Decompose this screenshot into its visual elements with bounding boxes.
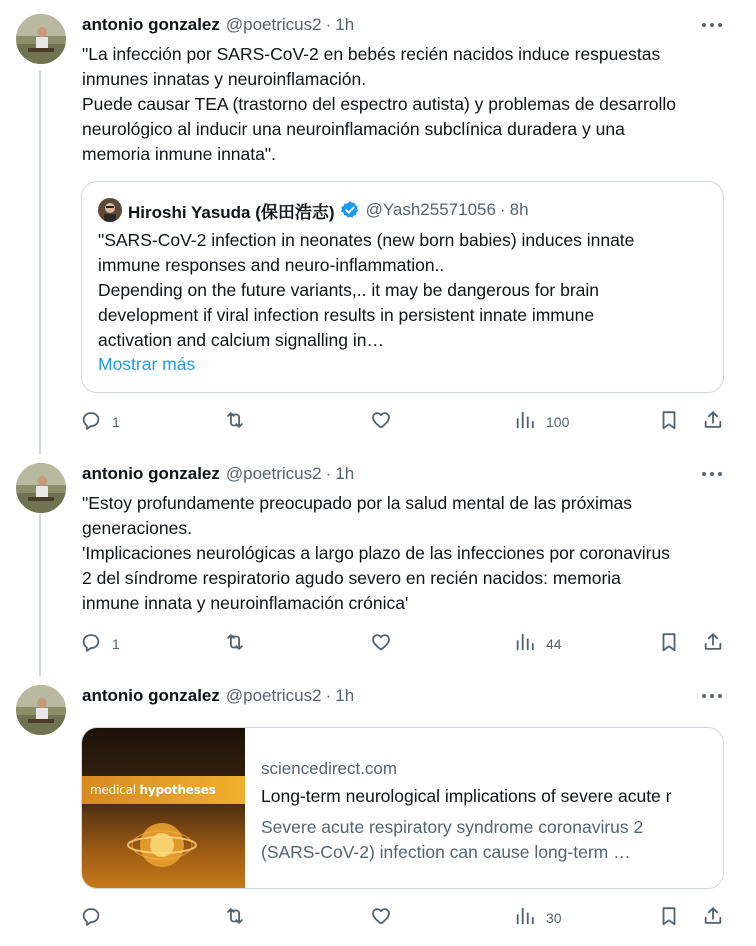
tweet[interactable] (0, 685, 756, 935)
more-icon[interactable] (702, 469, 722, 479)
tweet-text-line: memoria inmune innata". (82, 144, 276, 164)
quoted-text-line: "SARS-CoV-2 infection in neonates (new born babies) induces innate (98, 230, 635, 250)
tweet-text-line: "Estoy profundamente preocupado por la salud mental de las próximas (82, 493, 633, 513)
author-name[interactable]: antonio gonzalez (82, 15, 220, 34)
journal-cover-graphic (122, 810, 202, 880)
tweet-header (82, 14, 354, 36)
link-card-description-line: Severe acute respiratory syndrome coronavirus 2 (261, 817, 644, 837)
more-icon[interactable] (702, 691, 722, 701)
views-count: 30 (546, 910, 562, 926)
retweet-button[interactable] (224, 409, 246, 431)
separator-dot: · (499, 200, 506, 219)
share-button[interactable] (702, 905, 724, 927)
reply-icon (80, 409, 102, 431)
tweet-text-line: inmunes innatas y neuroinflamación. (82, 69, 367, 89)
quoted-text-line: development if viral infection results in persistent innate immune (98, 305, 595, 325)
views-button[interactable] (514, 631, 562, 653)
link-card-domain: sciencedirect.com (261, 759, 398, 778)
bookmark-button[interactable] (658, 631, 680, 653)
quoted-author-name: Hiroshi Yasuda (保田浩志) (128, 202, 335, 222)
link-card-description-line: (SARS-CoV-2) infection can cause long-term … (261, 842, 631, 862)
verified-badge-icon (340, 200, 360, 220)
share-icon (702, 905, 724, 927)
more-icon[interactable] (702, 20, 722, 30)
quoted-text-line: immune responses and neuro-inflammation.. (98, 255, 445, 275)
views-button[interactable] (514, 409, 569, 431)
avatar[interactable] (16, 14, 66, 64)
share-button[interactable] (702, 631, 724, 653)
views-button[interactable] (514, 905, 562, 927)
tweet-text-line: 2 del síndrome respiratorio agudo severo en recién nacidos: memoria (82, 568, 621, 588)
timestamp[interactable]: 1h (335, 686, 355, 705)
link-card-image (82, 728, 245, 889)
retweet-button[interactable] (224, 905, 246, 927)
tweet[interactable] (0, 463, 756, 663)
quoted-tweet-text (98, 228, 713, 353)
show-more-link[interactable]: Mostrar más (98, 354, 196, 374)
bookmark-icon (658, 905, 680, 927)
tweet[interactable] (0, 14, 756, 444)
quoted-author-handle: @Yash25571056 (365, 200, 496, 219)
reply-count: 1 (112, 636, 120, 652)
quoted-tweet-header (98, 198, 529, 222)
retweet-icon (224, 631, 246, 653)
author-name[interactable]: antonio gonzalez (82, 464, 220, 483)
author-name[interactable]: antonio gonzalez (82, 686, 220, 705)
reply-count: 1 (112, 414, 120, 430)
tweet-text-line: Puede causar TEA (trastorno del espectro autista) y problemas de desarrollo (82, 94, 677, 114)
reply-button[interactable] (80, 631, 120, 653)
tweet-actions (80, 409, 730, 433)
avatar[interactable] (16, 685, 66, 735)
heart-icon (370, 409, 392, 431)
link-card-title[interactable]: Long-term neurological implications of severe acute r (261, 786, 672, 806)
avatar (98, 198, 122, 222)
share-button[interactable] (702, 409, 724, 431)
heart-icon (370, 631, 392, 653)
tweet-text-line: "La infección por SARS-CoV-2 en bebés recién nacidos induce respuestas (82, 44, 661, 64)
views-count: 44 (546, 636, 562, 652)
quoted-text-line: activation and calcium signalling in… (98, 330, 384, 350)
reply-icon (80, 905, 102, 927)
views-count: 100 (546, 414, 570, 430)
avatar[interactable] (16, 463, 66, 513)
heart-icon (370, 905, 392, 927)
tweet-text-line: generaciones. (82, 518, 192, 538)
author-handle[interactable]: @poetricus2 (225, 15, 322, 34)
separator-dot: · (325, 686, 332, 705)
timestamp[interactable]: 1h (335, 15, 355, 34)
tweet-text-line: inmune innata y neuroinflamación crónica' (82, 593, 409, 613)
reply-button[interactable] (80, 409, 120, 431)
timestamp[interactable]: 1h (335, 464, 355, 483)
like-button[interactable] (370, 409, 392, 431)
bookmark-icon (658, 409, 680, 431)
quoted-text-line: Depending on the future variants,.. it may be dangerous for brain (98, 280, 599, 300)
retweet-icon (224, 409, 246, 431)
tweet-actions (80, 905, 730, 929)
bookmark-icon (658, 631, 680, 653)
views-icon (514, 905, 536, 927)
like-button[interactable] (370, 905, 392, 927)
reply-button[interactable] (80, 905, 102, 927)
separator-dot: · (325, 15, 332, 34)
retweet-button[interactable] (224, 631, 246, 653)
tweet-header (82, 463, 354, 485)
link-card-description (261, 815, 713, 865)
bookmark-button[interactable] (658, 905, 680, 927)
quoted-timestamp: 8h (509, 200, 529, 219)
author-handle[interactable]: @poetricus2 (225, 686, 322, 705)
like-button[interactable] (370, 631, 392, 653)
bookmark-button[interactable] (658, 409, 680, 431)
journal-cover-title: medical hypotheses (90, 783, 216, 797)
separator-dot: · (325, 464, 332, 483)
tweet-text-line: neurológico al inducir una neuroinflamación subclínica duradera y una (82, 119, 625, 139)
author-handle[interactable]: @poetricus2 (225, 464, 322, 483)
tweet-header (82, 685, 354, 707)
share-icon (702, 631, 724, 653)
tweet-text-line: 'Implicaciones neurológicas a largo plazo de las infecciones por coronavirus (82, 543, 670, 563)
tweet-text (82, 491, 732, 616)
share-icon (702, 409, 724, 431)
quoted-tweet[interactable] (81, 181, 724, 393)
retweet-icon (224, 905, 246, 927)
tweet-actions (80, 631, 730, 655)
views-icon (514, 409, 536, 431)
views-icon (514, 631, 536, 653)
link-card[interactable] (81, 727, 724, 889)
reply-icon (80, 631, 102, 653)
tweet-text (82, 42, 732, 167)
